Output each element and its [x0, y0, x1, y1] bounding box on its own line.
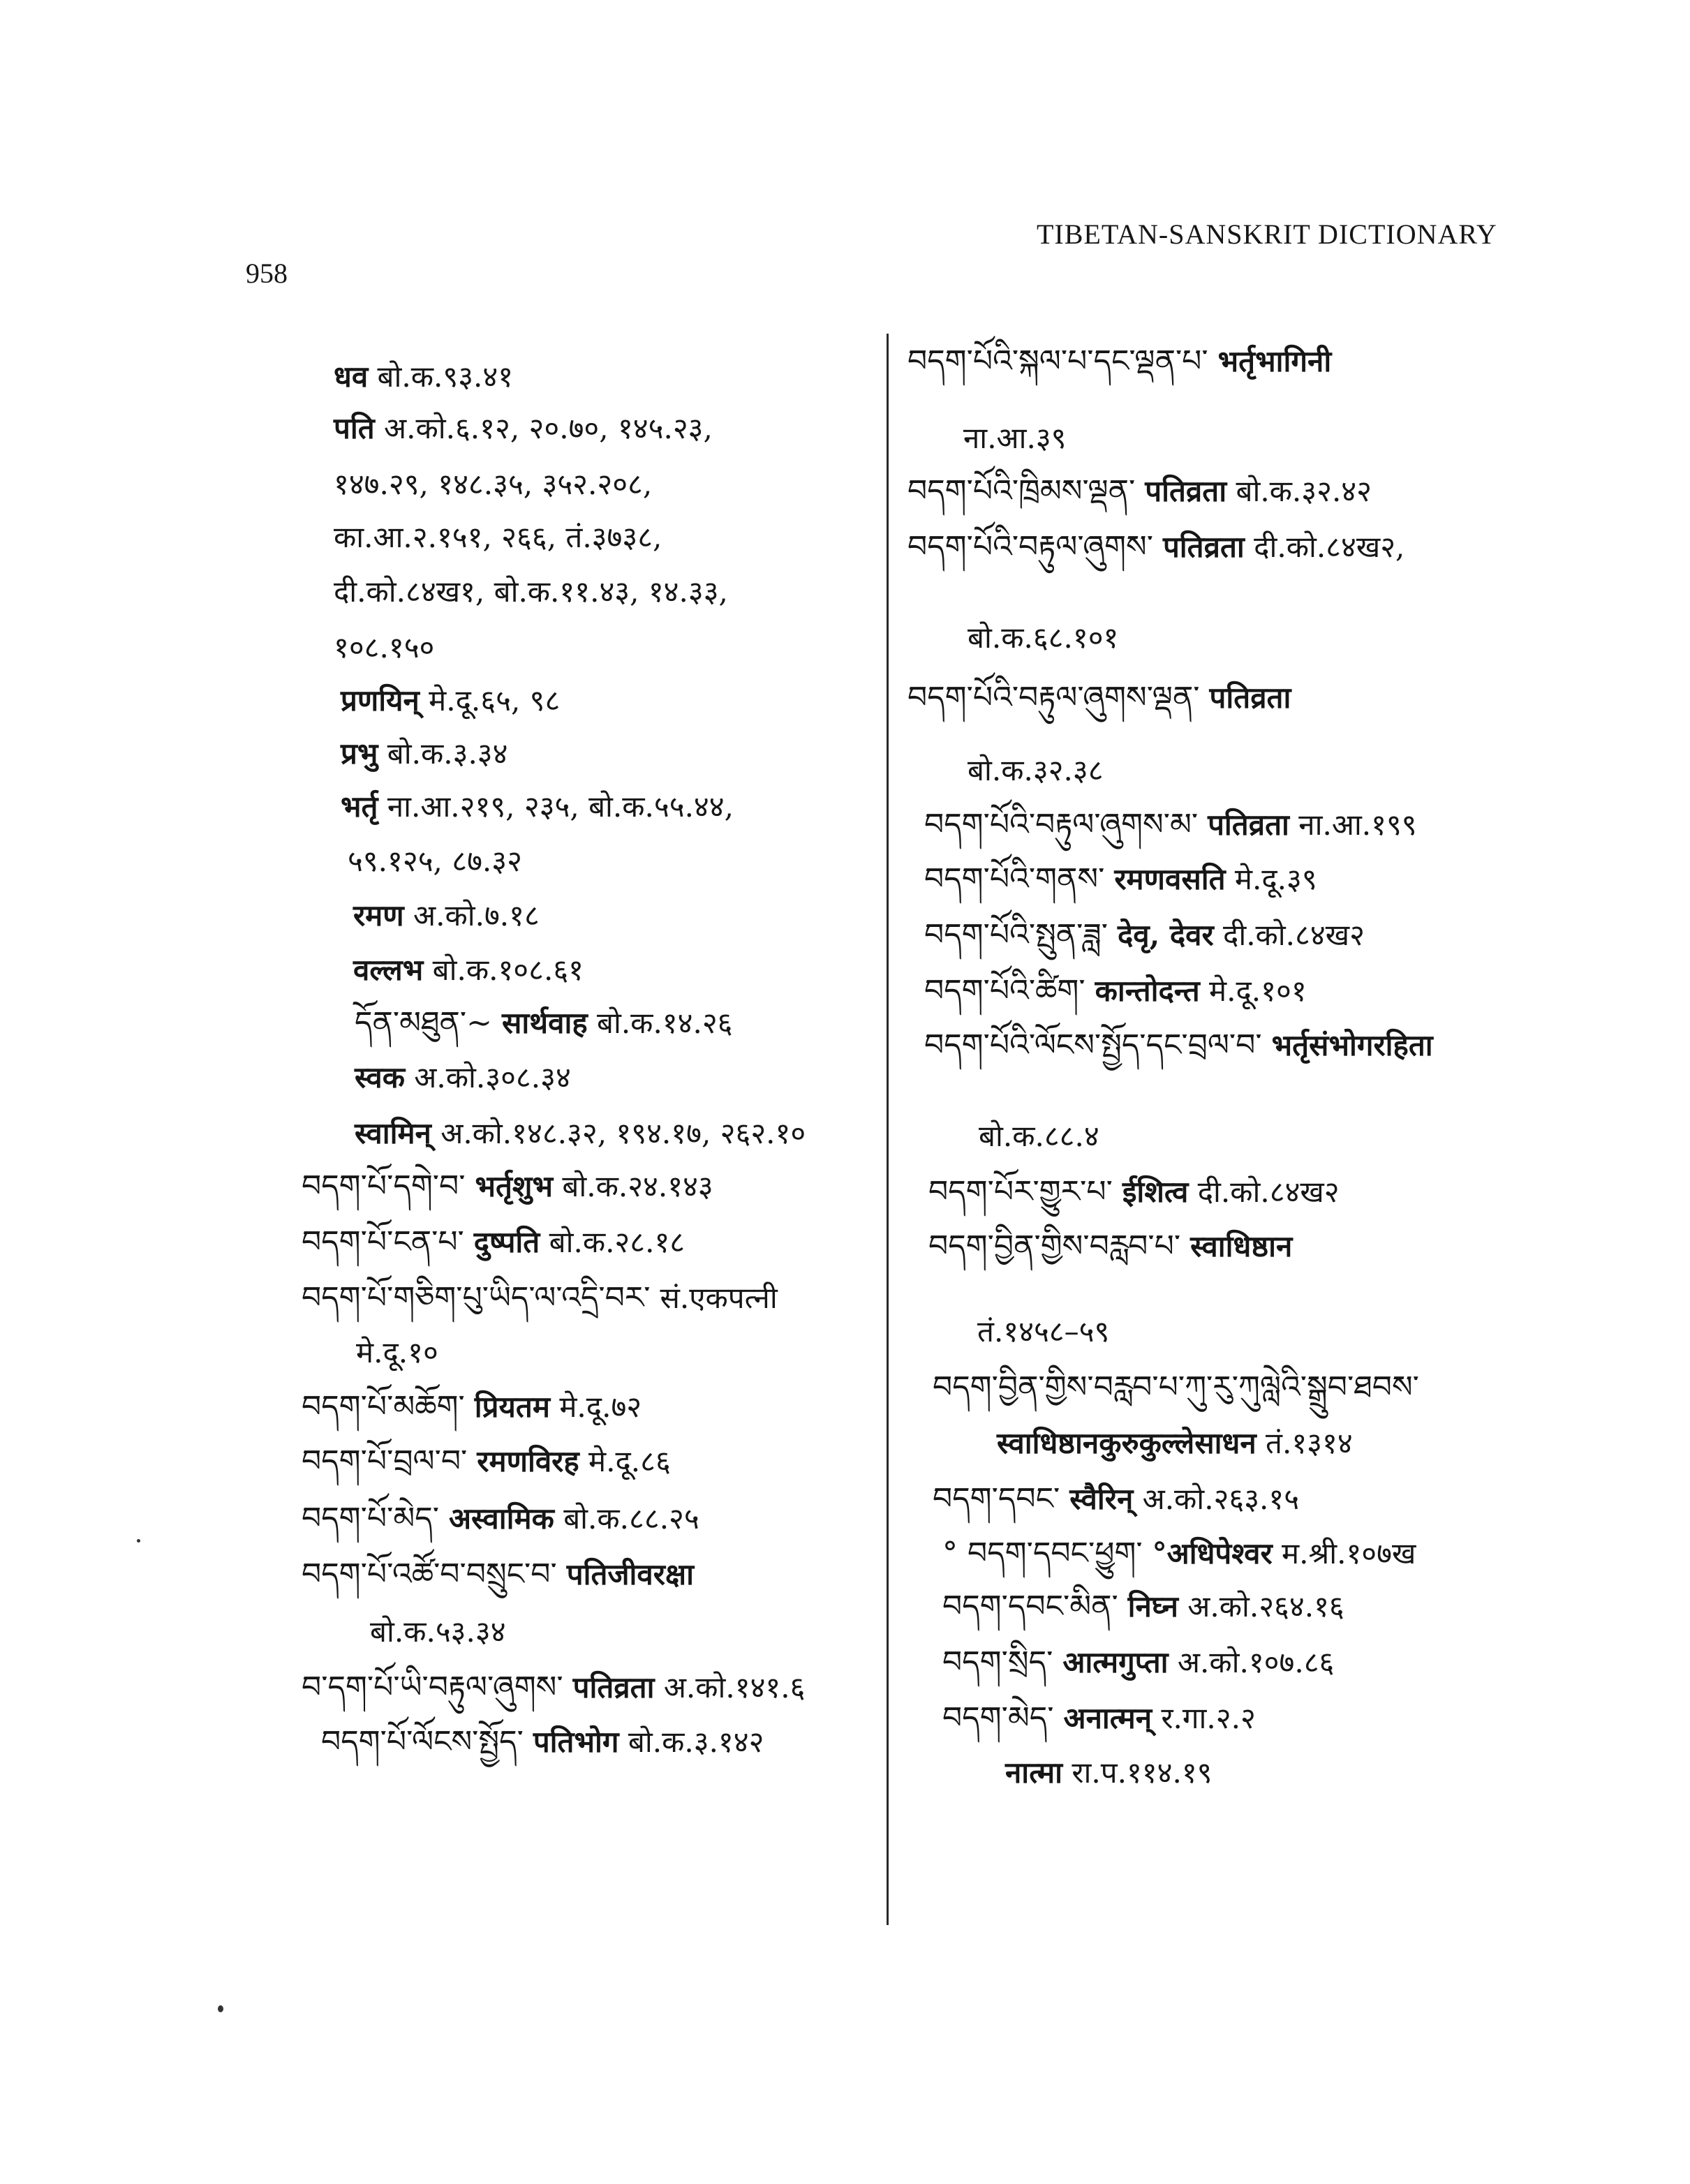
- dictionary-entry-line: [924, 972, 1307, 1011]
- source-reference: अ.को.२६४.१६: [1178, 1589, 1344, 1624]
- tibetan-term: བདག་དབང་མིན་: [942, 1589, 1128, 1624]
- source-reference: का.आ.२.१५१, २६६, तं.३७३८,: [334, 520, 662, 554]
- dictionary-entry-line: [302, 1223, 685, 1262]
- dictionary-entry-line: [942, 1587, 1344, 1626]
- sanskrit-headword: रमणवसति: [1114, 862, 1226, 896]
- source-reference: मे.दू.१०१: [1199, 974, 1307, 1008]
- dictionary-entry-line: [979, 1117, 1099, 1156]
- sanskrit-headword: निघ्न: [1127, 1589, 1178, 1624]
- sanskrit-headword: पतिव्रता: [1208, 808, 1289, 842]
- dictionary-entry-line: [968, 618, 1118, 658]
- sanskrit-headword: कान्तोदन्त: [1095, 974, 1200, 1008]
- sanskrit-headword: ईशित्व: [1122, 1175, 1189, 1209]
- source-reference: मे.दू.७२: [549, 1390, 642, 1424]
- source-reference: बो.क.८८.४: [979, 1119, 1099, 1153]
- dictionary-entry-line: [348, 842, 522, 881]
- dictionary-entry-line: [942, 1643, 1334, 1682]
- dictionary-entry-line: [907, 528, 1404, 567]
- dictionary-entry-line: [356, 1333, 438, 1372]
- dictionary-entry-line: [924, 805, 1417, 845]
- source-reference: ५९.१२५, ८७.३२: [348, 844, 522, 878]
- dictionary-entry-line: [907, 472, 1372, 511]
- source-reference: अ.को.३०८.३४: [404, 1060, 571, 1094]
- dictionary-entry-line: [355, 1058, 571, 1097]
- source-reference: अ.को.१०७.८६: [1168, 1645, 1335, 1679]
- sanskrit-headword: पतिव्रता: [1209, 681, 1291, 715]
- source-reference: मे.दू.३९: [1225, 862, 1317, 896]
- tibetan-term: བདག་པོ་འཚོ་བ་བསྲུང་བ་: [302, 1557, 567, 1592]
- source-reference: बो.क.२४.१४३: [553, 1169, 713, 1203]
- sanskrit-headword: पतिजीवरक्षा: [566, 1557, 694, 1591]
- tibetan-term: དོན་མཐུན་~: [355, 1005, 502, 1041]
- source-reference: म.श्री.१०७ख: [1272, 1536, 1416, 1570]
- source-reference: बो.क.२८.१८: [540, 1225, 685, 1259]
- source-reference: बो.क.५३.३४: [370, 1614, 506, 1649]
- sanskrit-headword: अस्वामिक: [448, 1501, 554, 1536]
- sanskrit-headword: सार्थवाह: [501, 1006, 588, 1040]
- dictionary-entry-line: [302, 1668, 805, 1707]
- page-number: 958: [246, 258, 288, 289]
- tibetan-term: བདག་པོ་གཅིག་པུ་ཡིད་ལ་འདྲི་བར་: [302, 1280, 660, 1316]
- ink-speck: [137, 1539, 140, 1543]
- dictionary-entry-line: [353, 896, 540, 935]
- sanskrit-headword: आत्मगुप्ता: [1062, 1645, 1169, 1679]
- source-reference: बो.क.९३.४१: [368, 359, 514, 394]
- sanskrit-headword: भर्तृसंभोगरहिता: [1271, 1028, 1433, 1062]
- dictionary-entry-line: [302, 1499, 699, 1538]
- dictionary-entry-line: [907, 342, 1331, 381]
- tibetan-term: བདག་དབང་: [933, 1481, 1070, 1517]
- source-reference: अ.को.६.१२, २०.७०, १४५.२३,: [374, 411, 713, 445]
- dictionary-entry-line: [302, 1388, 642, 1427]
- column-divider: [887, 334, 889, 1925]
- sanskrit-headword: भर्तृशुभ: [475, 1169, 554, 1203]
- sanskrit-headword: रमण: [353, 898, 404, 933]
- dictionary-entry-line: [933, 1480, 1299, 1519]
- dictionary-entry-line: [933, 1368, 1419, 1407]
- dictionary-entry-line: [341, 681, 560, 720]
- tibetan-term: བདག་པོའི་བརྟུལ་ཞུགས་མ་: [924, 807, 1208, 842]
- tibetan-term: བདག་པོའི་བརྟུལ་ཞུགས་ལྡན་: [907, 680, 1210, 715]
- tibetan-term: བདག་པོའི་བརྟུལ་ཞུགས་: [907, 529, 1163, 565]
- sanskrit-headword: धव: [334, 359, 369, 394]
- dictionary-entry-line: [355, 1114, 806, 1153]
- dictionary-entry-line: [341, 787, 734, 826]
- source-reference: अ.को.२६३.१५: [1133, 1482, 1300, 1516]
- sanskrit-headword: रमणविरह: [477, 1444, 579, 1478]
- tibetan-term: བདག་པོ་མཆོག་: [302, 1389, 475, 1425]
- sanskrit-headword: पति: [334, 411, 375, 445]
- tibetan-term: བདག་པོའི་སྤུན་ཟླ་: [924, 917, 1118, 953]
- sanskrit-headword: प्रणयिन्: [341, 683, 420, 718]
- source-reference: बो.क.३२.३८: [968, 753, 1104, 787]
- sanskrit-headword: स्वैरिन्: [1069, 1482, 1134, 1516]
- source-reference: र.गा.२.२: [1152, 1701, 1256, 1735]
- tibetan-term: བདག་པོའི་གནས་: [924, 861, 1115, 897]
- sanskrit-headword: स्वक: [355, 1060, 405, 1094]
- dictionary-entry-line: [355, 1004, 733, 1043]
- dictionary-entry-line: [334, 465, 652, 504]
- dictionary-entry-line: [924, 1026, 1433, 1065]
- dictionary-entry-line: [928, 1173, 1340, 1212]
- dictionary-entry-line: [942, 1534, 1416, 1573]
- tibetan-term: བདག་པོར་གྱུར་པ་: [928, 1174, 1122, 1210]
- dictionary-entry-line: [942, 1699, 1256, 1738]
- source-reference: मे.दू.८६: [579, 1444, 671, 1478]
- source-reference: दी.को.८४ख१, बो.क.११.४३, १४.३३,: [334, 574, 728, 609]
- source-reference: १४७.२९, १४८.३५, ३५२.२०८,: [334, 467, 653, 501]
- sanskrit-headword: पतिव्रता: [1162, 530, 1245, 564]
- sanskrit-headword: पतिव्रता: [572, 1670, 655, 1704]
- tibetan-term: བདག་མེད་: [942, 1700, 1064, 1736]
- tibetan-term: བདག་བྱིན་གྱིས་བརླབ་པ་ཀུ་རུ་ཀུལླེའི་སྒྲུབ་ཐབས་: [933, 1369, 1419, 1405]
- sanskrit-headword: स्वाधिष्ठान: [1190, 1229, 1293, 1263]
- dictionary-entry-line: [334, 409, 713, 448]
- dictionary-entry-line: [1005, 1753, 1213, 1792]
- source-reference: १०८.१५०: [334, 630, 435, 664]
- tibetan-term: བདག་པོ་མེད་: [302, 1501, 449, 1536]
- sanskrit-headword: पतिव्रता: [1145, 474, 1227, 508]
- sanskrit-headword: दुष्पति: [473, 1225, 540, 1259]
- source-reference: तं.१४५८–५९: [977, 1314, 1110, 1349]
- tibetan-term: བ་དག་པོ་ཡི་བརྟུལ་ཞུགས་: [302, 1670, 573, 1705]
- sanskrit-headword: प्रियतम: [474, 1390, 550, 1424]
- source-reference: बो.क.८८.२५: [554, 1501, 699, 1536]
- dictionary-entry-line: [924, 860, 1317, 899]
- source-reference: बो.क.३.३४: [378, 736, 508, 771]
- tibetan-term: བདག་པོའི་ཚིག་: [924, 973, 1095, 1009]
- sanskrit-headword: देवृ, देवर: [1117, 918, 1214, 952]
- source-reference: दी.को.८४ख२,: [1244, 530, 1405, 564]
- sanskrit-headword: अनात्मन्: [1063, 1701, 1152, 1735]
- source-reference: अ.को.१४८.३२, १९४.१७, २६२.१०: [431, 1116, 806, 1150]
- source-reference: दी.को.८४ख२: [1213, 918, 1365, 952]
- dictionary-entry-line: [334, 357, 513, 396]
- sanskrit-headword: भर्तृ: [341, 789, 378, 824]
- source-reference: ना.आ.२१९, २३५, बो.क.५५.४४,: [378, 789, 734, 824]
- dictionary-entry-line: [997, 1424, 1353, 1463]
- source-reference: रा.प.११४.१९: [1062, 1755, 1213, 1790]
- source-reference: अ.को.१४१.६: [654, 1670, 806, 1704]
- dictionary-entry-line: [907, 678, 1291, 718]
- dictionary-entry-line: [302, 1555, 694, 1594]
- tibetan-term: བདག་པོའི་ལོངས་སྤྱོད་དང་བྲལ་བ་: [924, 1027, 1272, 1063]
- source-reference: मे.दू.१०: [356, 1335, 438, 1369]
- tibetan-term: བདག་པོ་ངན་པ་: [302, 1224, 474, 1260]
- tibetan-term: བདག་པོའི་སྐལ་པ་དང་ལྡན་པ་: [907, 343, 1218, 379]
- running-title: TIBETAN-SANSKRIT DICTIONARY: [1037, 218, 1497, 250]
- dictionary-entry-line: [341, 734, 507, 773]
- tibetan-term: བདག་བྱིན་གྱིས་བརླབ་པ་: [928, 1228, 1191, 1264]
- dictionary-entry-line: [924, 916, 1365, 955]
- source-reference: बो.क.३.१४२: [618, 1725, 764, 1759]
- source-reference: ना.आ.३९: [963, 421, 1067, 455]
- sanskrit-headword: नात्मा: [1005, 1755, 1062, 1790]
- dictionary-entry-line: [302, 1442, 671, 1481]
- dictionary-entry-line: [302, 1279, 778, 1318]
- dictionary-entry-line: [370, 1612, 506, 1651]
- tibetan-term: བདག་པོ་ལོངས་སྤྱོད་: [321, 1724, 533, 1760]
- tibetan-term: བདག་པོ་དགེ་བ་: [302, 1168, 475, 1204]
- sanskrit-headword: पतिभोग: [533, 1725, 619, 1759]
- source-reference: बो.क.१०८.६१: [423, 953, 584, 987]
- dictionary-entry-line: [977, 1312, 1109, 1351]
- source-reference: तं.१३१४: [1256, 1426, 1353, 1460]
- dictionary-entry-line: [353, 951, 584, 990]
- source-reference: बो.क.१४.२६: [587, 1006, 733, 1040]
- dictionary-entry-line: [302, 1167, 713, 1206]
- dictionary-entry-line: [963, 419, 1067, 458]
- source-reference: सं.एकपत्नी: [660, 1281, 778, 1315]
- dictionary-entry-line: [928, 1227, 1292, 1266]
- source-reference: बो.क.३२.४२: [1226, 474, 1372, 508]
- source-reference: मे.दू.६५, ९८: [419, 683, 561, 718]
- sanskrit-headword: प्रभु: [341, 736, 378, 771]
- sanskrit-headword: स्वामिन्: [355, 1116, 431, 1150]
- ink-speck: [218, 2005, 223, 2012]
- dictionary-entry-line: [334, 572, 728, 611]
- source-reference: ना.आ.१९९: [1289, 808, 1417, 842]
- sanskrit-headword: स्वाधिष्ठानकुरुकुल्लेसाधन: [997, 1426, 1257, 1460]
- sanskrit-headword: भर्तृभागिनी: [1217, 344, 1332, 378]
- source-reference: बो.क.६८.१०१: [968, 621, 1119, 655]
- source-reference: दी.को.८४ख२: [1188, 1175, 1340, 1209]
- dictionary-entry-line: [334, 628, 434, 667]
- tibetan-term: བདག་སྲིད་: [942, 1644, 1063, 1680]
- tibetan-term: ° བདག་དབང་ཕྱུག་: [942, 1536, 1152, 1571]
- dictionary-entry-line: [321, 1723, 764, 1762]
- dictionary-entry-line: [968, 751, 1104, 790]
- source-reference: अ.को.७.१८: [403, 898, 540, 933]
- dictionary-entry-line: [334, 518, 662, 557]
- tibetan-term: བདག་པོའི་ཁྲིམས་ལྡན་: [907, 473, 1146, 509]
- sanskrit-headword: °अधिपेश्वर: [1152, 1536, 1273, 1570]
- tibetan-term: བདག་པོ་བྲལ་བ་: [302, 1443, 477, 1479]
- sanskrit-headword: वल्लभ: [353, 953, 424, 987]
